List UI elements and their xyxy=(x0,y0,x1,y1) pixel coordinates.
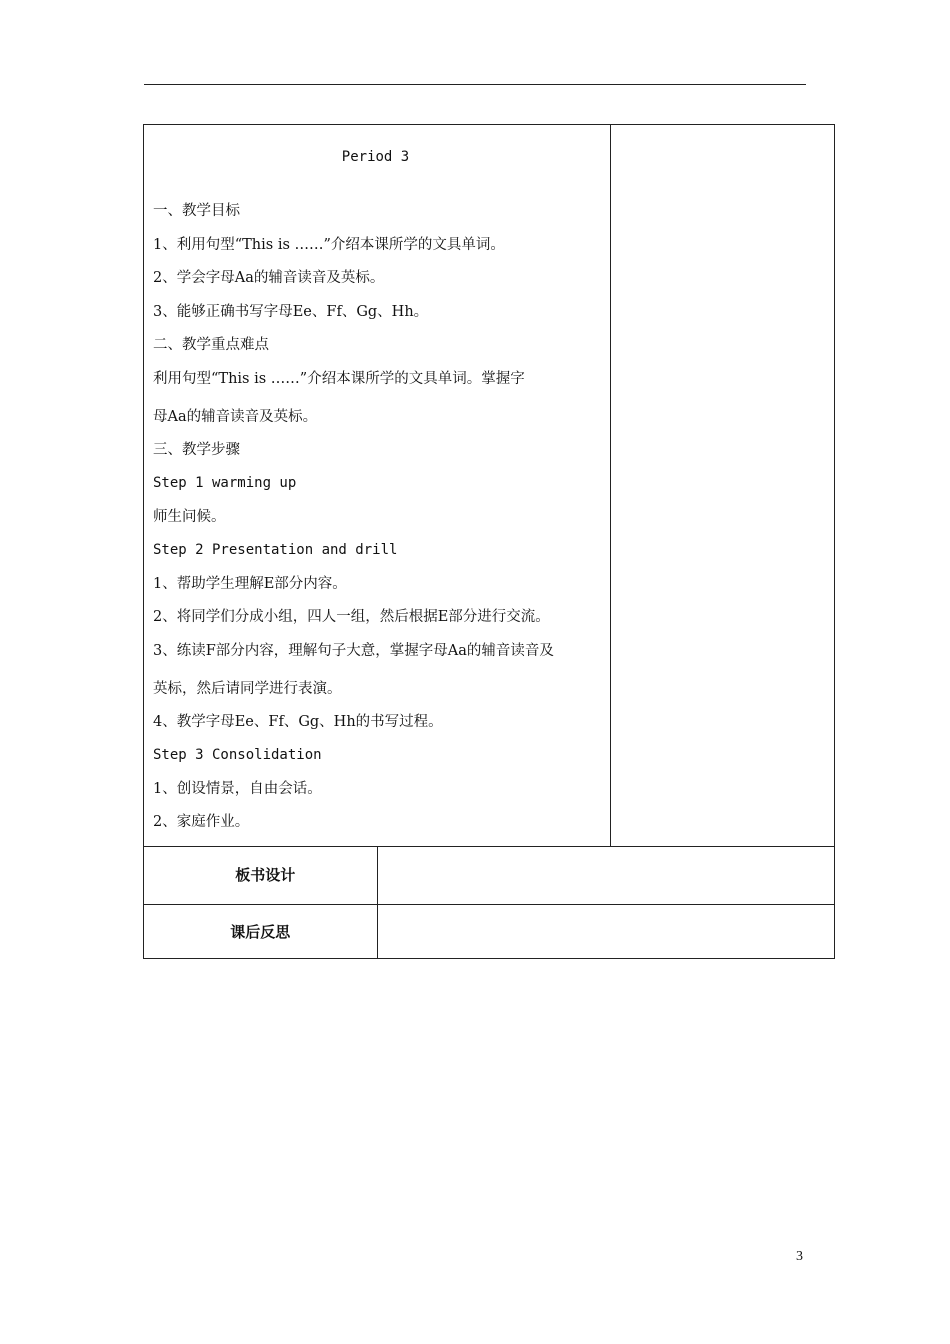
step-2-item-line: 英标，然后请同学进行表演。 xyxy=(153,680,342,697)
objective-item: 2、学会字母Aa的辅音读音及英标。 xyxy=(153,270,385,286)
key-points-line: 利用句型“This is ……”介绍本课所学的文具单词。掌握字 xyxy=(153,370,525,387)
page-number: 3 xyxy=(796,1249,803,1264)
key-points-paragraph xyxy=(153,369,602,427)
step-2-title: Step 2 Presentation and drill xyxy=(153,542,398,558)
reflection-row xyxy=(144,904,835,958)
lesson-plan-table xyxy=(143,124,835,959)
board-design-row xyxy=(144,846,835,904)
board-design-cell xyxy=(377,846,835,904)
step-2-item: 4、教学字母Ee、Ff、Gg、Hh的书写过程。 xyxy=(153,713,443,730)
lesson-plan-page xyxy=(143,124,833,959)
board-design-label: 板书设计 xyxy=(144,846,378,904)
lesson-content-row xyxy=(144,125,835,847)
period-title: Period 3 xyxy=(341,149,410,165)
step-2-item-3 xyxy=(153,641,602,699)
step-3-item: 2、家庭作业。 xyxy=(153,814,250,830)
key-points-line: 母Aa的辅音读音及英标。 xyxy=(153,408,318,425)
step-1-title: Step 1 warming up xyxy=(153,475,297,491)
key-points-heading: 二、教学重点难点 xyxy=(153,337,269,353)
steps-heading: 三、教学步骤 xyxy=(153,441,240,458)
objective-item: 1、利用句型“This is ……”介绍本课所学的文具单词。 xyxy=(153,236,505,253)
reflection-cell xyxy=(377,904,835,958)
objectives-heading: 一、教学目标 xyxy=(153,203,240,219)
objective-item: 3、能够正确书写字母Ee、Ff、Gg、Hh。 xyxy=(153,303,429,320)
lesson-content-cell xyxy=(144,125,611,847)
step-2-item: 2、将同学们分成小组，四人一组，然后根据E部分进行交流。 xyxy=(153,609,550,625)
step-3-title: Step 3 Consolidation xyxy=(153,747,322,763)
header-rule xyxy=(144,84,806,85)
reflection-label: 课后反思 xyxy=(144,904,378,958)
notes-column-cell xyxy=(611,125,835,847)
step-2-item: 1、帮助学生理解E部分内容。 xyxy=(153,575,347,592)
step-3-item: 1、创设情景，自由会话。 xyxy=(153,780,322,797)
step-1-text: 师生问候。 xyxy=(153,508,226,525)
step-2-item-line: 3、练读F部分内容，理解句子大意，掌握字母Aa的辅音读音及 xyxy=(153,642,554,659)
